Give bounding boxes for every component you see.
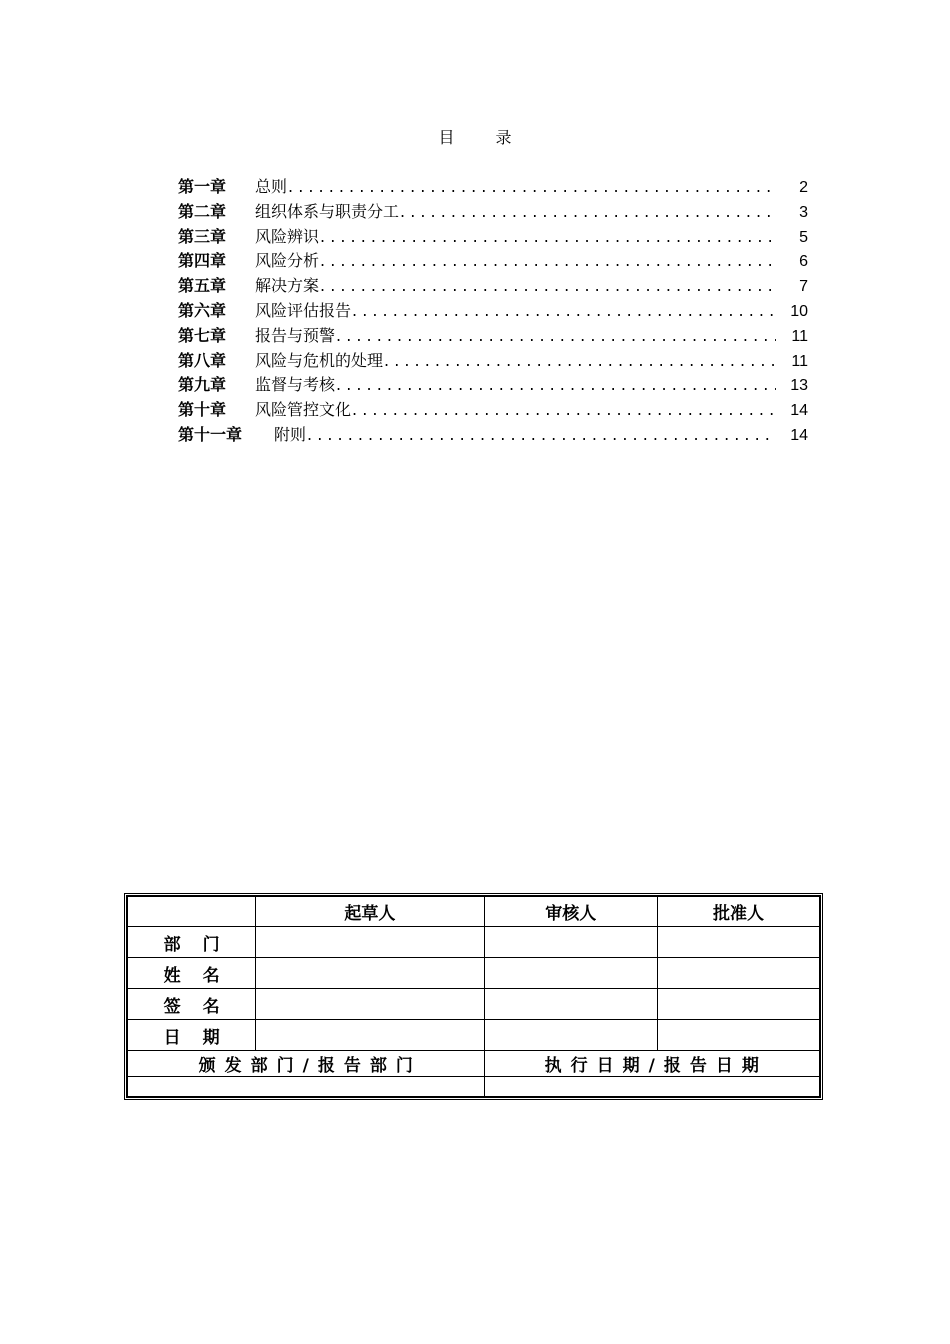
toc-chapter-number: 第十章 [178,400,227,420]
table-footer-row [127,1051,820,1077]
toc-dot-leader [320,274,776,299]
toc-chapter-number: 第五章 [178,276,227,296]
table-of-contents [178,175,808,448]
toc-entry[interactable] [178,398,808,423]
toc-dot-leader [320,225,776,250]
toc-chapter-title: 风险管控文化 [255,400,352,420]
drafter-department-cell[interactable] [256,927,484,958]
row-label-department: 部门 [127,927,256,958]
toc-page-number: 13 [790,377,808,395]
toc-chapter-number: 第六章 [178,300,227,320]
toc-chapter-number: 第九章 [178,375,227,395]
toc-chapter-number: 第十一章 [178,424,243,444]
toc-entry[interactable] [178,249,808,274]
toc-dot-leader [336,324,776,349]
toc-page-number: 14 [790,402,808,420]
header-drafter: 起草人 [256,896,484,927]
toc-page-number: 7 [799,278,808,296]
header-approver: 批准人 [657,896,820,927]
toc-dot-leader [336,373,776,398]
approver-name-cell[interactable] [657,958,820,989]
drafter-signature-cell[interactable] [256,989,484,1020]
header-reviewer: 审核人 [484,896,657,927]
table-footer-values-row [127,1077,820,1098]
toc-entry[interactable] [178,373,808,398]
toc-entry[interactable] [178,225,808,250]
table-row-date [127,1020,820,1051]
toc-chapter-title: 风险辨识 [255,226,320,246]
table-row-name [127,958,820,989]
reviewer-date-cell[interactable] [484,1020,657,1051]
approver-signature-cell[interactable] [657,989,820,1020]
drafter-date-cell[interactable] [256,1020,484,1051]
toc-chapter-number: 第三章 [178,226,227,246]
toc-chapter-title: 组织体系与职责分工 [255,201,400,221]
toc-entry[interactable] [178,324,808,349]
toc-entry[interactable] [178,349,808,374]
toc-chapter-number: 第八章 [178,350,227,370]
toc-page-number: 6 [799,253,808,271]
table-row-department [127,927,820,958]
toc-page-number: 11 [791,352,808,370]
toc-page-number: 11 [791,327,808,345]
toc-dot-leader [352,398,776,423]
toc-page-number: 14 [790,426,808,444]
toc-page-number: 2 [799,179,808,196]
toc-page-number: 10 [790,302,808,320]
toc-chapter-title: 报告与预警 [255,325,336,345]
toc-chapter-title: 风险分析 [255,251,320,271]
issuing-department-label: 颁发部门/报告部门 [127,1051,484,1077]
toc-chapter-number: 第四章 [178,251,227,271]
header-cell-empty [127,896,256,927]
toc-dot-leader [352,299,776,324]
toc-dot-leader [400,200,776,225]
toc-entry[interactable] [178,299,808,324]
toc-entry[interactable] [178,200,808,225]
issuing-department-value-cell[interactable] [127,1077,484,1098]
toc-chapter-title: 监督与考核 [255,375,336,395]
toc-chapter-number: 第一章 [178,177,227,196]
toc-page-number: 5 [799,228,808,246]
reviewer-department-cell[interactable] [484,927,657,958]
effective-date-label: 执行日期/报告日期 [484,1051,820,1077]
toc-title: 目 录 [438,128,530,147]
row-label-signature: 签名 [127,989,256,1020]
toc-entry[interactable] [178,175,808,200]
toc-dot-leader [288,175,776,200]
toc-entry[interactable] [178,274,808,299]
toc-chapter-title: 附则 [274,424,307,444]
toc-chapter-number: 第二章 [178,201,227,221]
row-label-date: 日期 [127,1020,256,1051]
approver-department-cell[interactable] [657,927,820,958]
toc-chapter-title: 风险评估报告 [255,300,352,320]
approver-date-cell[interactable] [657,1020,820,1051]
toc-dot-leader [307,423,776,448]
table-header-row [127,896,820,927]
toc-chapter-title: 总则 [255,177,288,196]
effective-date-value-cell[interactable] [484,1077,820,1098]
row-label-name: 姓名 [127,958,256,989]
toc-chapter-title: 风险与危机的处理 [255,350,384,370]
toc-entry[interactable] [178,423,808,448]
toc-chapter-title: 解决方案 [255,276,320,296]
reviewer-signature-cell[interactable] [484,989,657,1020]
toc-dot-leader [384,349,776,374]
reviewer-name-cell[interactable] [484,958,657,989]
approval-table [126,895,821,1098]
drafter-name-cell[interactable] [256,958,484,989]
toc-dot-leader [320,249,776,274]
toc-page-number: 3 [799,203,808,221]
toc-chapter-number: 第七章 [178,325,227,345]
table-row-signature [127,989,820,1020]
